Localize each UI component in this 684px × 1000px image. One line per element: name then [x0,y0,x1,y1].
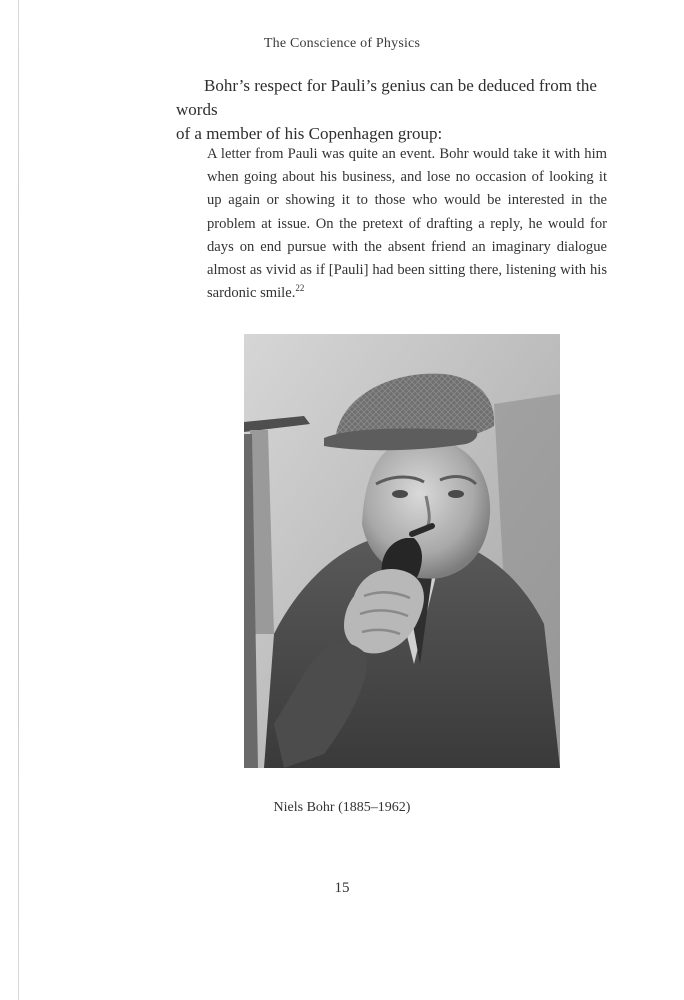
portrait-photo-drawing [244,334,560,768]
page-number: 15 [334,880,350,896]
block-quote [207,143,607,305]
footnote-reference: 22 [295,283,305,294]
portrait-photo [244,334,560,768]
intro-paragraph [176,74,636,146]
figure-caption: Niels Bohr (1885–1962) [273,800,411,815]
intro-line-2: of a member of his Copenhagen group: [176,124,443,143]
block-quote-text: A letter from Pauli was quite an event. Bohr would take it with him when going about his business, and lose no occasion of looking it up again or showing it to those who would be interested in the problem at issue. On the pretext of drafting a reply, he would for days on end pursue with the absent friend an imaginary dialogue almost as vivid as if [Pauli] had been sitting there, listening with his sardonic smile. [207,146,607,302]
intro-line-1: Bohr’s respect for Pauli’s genius can be deduced from the words [176,76,597,119]
page-edge [18,0,19,1000]
running-head: The Conscience of Physics [263,36,421,51]
